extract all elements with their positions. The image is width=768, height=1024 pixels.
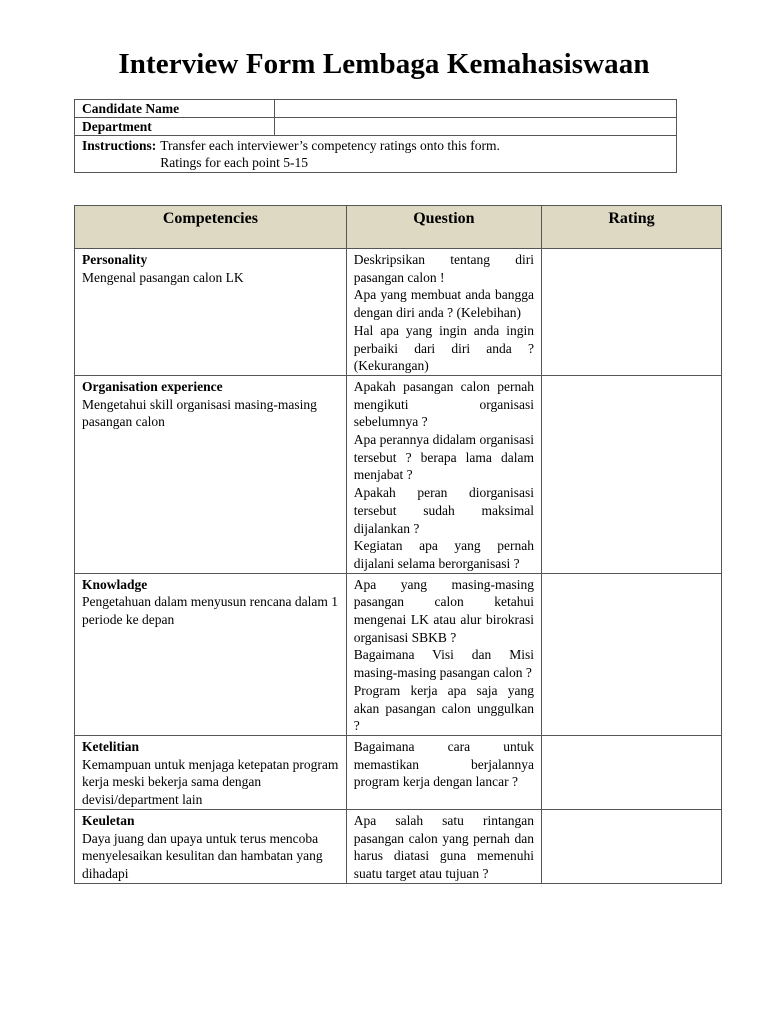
question-item: Apa yang membuat anda bangga dengan diri anda ? (Kelebihan) [353,287,534,321]
competency-description: Mengetahui skill organisasi masing-masing pasangan calon [82,396,317,430]
question-item: Kegiatan apa yang pernah dijalani selama berorganisasi ? [353,538,534,571]
competency-cell [75,573,347,735]
form-title: Interview Form Lembaga Kemahasiswaan [118,48,650,80]
competency-name: Organisation experience [82,378,223,394]
table-row [75,249,722,376]
question-item: Apa yang masing-masing pasangan calon ketahui mengenai LK atau alur birokrasi organisasi SBKB ? [353,576,534,645]
competency-cell [75,375,347,573]
table-row [75,809,722,883]
competency-header-row [75,206,722,249]
table-row [75,375,722,573]
competency-name: Knowladge [82,576,148,592]
table-row [75,735,722,809]
competency-table [74,205,722,884]
header-rating: Rating [541,206,721,249]
question-cell [346,735,541,809]
question-item: Program kerja apa saja yang akan pasangan calon unggulkan ? [353,682,534,734]
question-item: Bagaimana cara untuk memastikan berjalannya program kerja dengan lancar ? [353,738,534,790]
question-item: Bagaimana Visi dan Misi masing-masing pasangan calon ? [353,647,534,681]
department-label: Department [75,118,275,136]
competency-description: Kemampuan untuk menjaga ketepatan program kerja meski bekerja sama dengan devisi/department lain [82,756,339,808]
candidate-info-table [74,99,677,173]
rating-field[interactable] [541,375,721,573]
rating-field[interactable] [541,249,721,376]
department-row [75,118,677,136]
competency-description: Mengenal pasangan calon LK [82,269,244,285]
question-item: Deskripsikan tentang diri pasangan calon ! [353,252,534,285]
question-item: Hal apa yang ingin anda ingin perbaiki dari diri anda ? (Kekurangan) [353,322,534,374]
competency-cell [75,249,347,376]
question-item: Apakah peran diorganisasi tersebut sudah maksimal dijalankan ? [353,485,534,536]
question-cell [346,573,541,735]
competency-name: Ketelitian [82,738,139,754]
question-item: Apakah pasangan calon pernah mengikuti organisasi sebelumnya ? [353,378,534,430]
competency-name: Keuletan [82,812,135,828]
competency-cell [75,735,347,809]
rating-field[interactable] [541,735,721,809]
instructions-label: Instructions: [82,138,157,153]
candidate-name-field[interactable] [275,100,677,118]
instructions-row [75,136,677,173]
instructions-text-2: Ratings for each point 5-15 [160,155,308,170]
question-cell [346,809,541,883]
instructions-text-1: Transfer each interviewer’s competency ratings onto this form. [160,138,500,153]
candidate-name-label: Candidate Name [75,100,275,118]
competency-cell [75,809,347,883]
header-question: Question [346,206,541,249]
candidate-name-row [75,100,677,118]
competency-name: Personality [82,252,148,267]
department-field[interactable] [275,118,677,136]
competency-description: Daya juang dan upaya untuk terus mencoba menyelesaikan kesulitan dan hambatan yang dihadapi [82,830,323,881]
header-competencies: Competencies [75,206,347,249]
competency-description: Pengetahuan dalam menyusun rencana dalam 1 periode ke depan [82,594,339,628]
rating-field[interactable] [541,809,721,883]
table-row [75,573,722,735]
question-item: Apa perannya didalam organisasi tersebut ? berapa lama dalam menjabat ? [353,432,534,483]
question-cell [346,375,541,573]
question-cell [346,249,541,376]
instructions-cell [75,136,677,173]
rating-field[interactable] [541,573,721,735]
question-item: Apa salah satu rintangan pasangan calon yang pernah dan harus diatasi guna memenuhi suatu target atau tujuan ? [353,812,534,881]
